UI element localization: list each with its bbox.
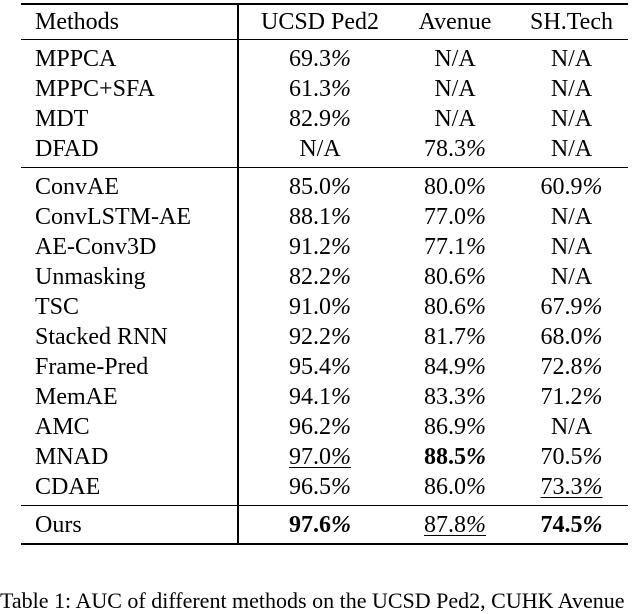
cell-ped2: N/A <box>299 136 341 162</box>
cell-shtech: N/A <box>515 40 628 75</box>
cell-ped2: 91.2% <box>289 234 351 260</box>
cell-shtech-second-best: 73.3% <box>540 474 603 500</box>
results-table-container <box>21 3 628 545</box>
cell-avenue: 80.0% <box>395 168 515 203</box>
table-row <box>21 202 628 232</box>
cell-ped2: 82.2% <box>289 264 351 290</box>
table-row <box>21 412 628 442</box>
cell-avenue: 77.1% <box>424 234 486 260</box>
column-separator <box>233 134 245 168</box>
cell-shtech-best: 74.5% <box>515 506 628 545</box>
cell-ped2-best: 97.6% <box>245 506 395 545</box>
cell-ped2: 96.2% <box>289 414 351 440</box>
cell-ped2: 85.0% <box>245 168 395 203</box>
column-separator <box>233 74 245 104</box>
method-name: Stacked RNN <box>35 324 168 350</box>
table-group-deep <box>21 168 628 506</box>
auc-results-table <box>21 3 628 545</box>
table-row <box>21 292 628 322</box>
cell-ped2: 61.3% <box>289 76 351 102</box>
cell-ped2: 69.3% <box>245 40 395 75</box>
method-name: MemAE <box>35 384 118 410</box>
table-row <box>21 472 628 506</box>
column-separator <box>233 322 245 352</box>
table-row <box>21 442 628 472</box>
cell-avenue-second-best: 87.8% <box>395 506 515 545</box>
cell-avenue: 78.3% <box>424 136 486 162</box>
cell-avenue: N/A <box>434 76 476 102</box>
cell-ped2: 82.9% <box>289 106 351 132</box>
method-name: AE-Conv3D <box>35 234 157 260</box>
cell-ped2: 96.5% <box>289 474 351 500</box>
cell-shtech: N/A <box>550 414 593 440</box>
method-name: ConvLSTM-AE <box>35 204 191 230</box>
cell-ped2: 92.2% <box>289 324 351 350</box>
cell-shtech: 72.8% <box>540 354 603 380</box>
header-shanghaitech: SH.Tech <box>515 4 628 40</box>
cell-shtech: N/A <box>550 76 593 102</box>
method-name: AMC <box>35 414 90 440</box>
table-row <box>21 134 628 168</box>
cell-avenue: N/A <box>434 106 476 132</box>
table-row <box>21 232 628 262</box>
table-row <box>21 104 628 134</box>
cell-shtech: 67.9% <box>540 294 603 320</box>
cell-shtech: 71.2% <box>540 384 603 410</box>
column-separator <box>233 412 245 442</box>
method-name: ConvAE <box>21 168 233 203</box>
method-name: Unmasking <box>35 264 146 290</box>
table-row <box>21 168 628 203</box>
table-row <box>21 262 628 292</box>
cell-avenue: 80.6% <box>424 264 486 290</box>
column-separator <box>233 232 245 262</box>
method-name: MDT <box>35 106 89 132</box>
cell-avenue-best: 88.5% <box>424 444 486 470</box>
cell-shtech: N/A <box>550 204 593 230</box>
table-row <box>21 74 628 104</box>
table-row <box>21 352 628 382</box>
method-name: MPPC+SFA <box>35 76 155 102</box>
method-name: DFAD <box>35 136 99 162</box>
table-group-ours <box>21 506 628 545</box>
cell-avenue: 83.3% <box>424 384 486 410</box>
cell-avenue: 81.7% <box>424 324 486 350</box>
cell-avenue: 77.0% <box>424 204 486 230</box>
cell-shtech: N/A <box>550 106 593 132</box>
header-methods: Methods <box>21 4 233 40</box>
column-separator <box>233 202 245 232</box>
cell-avenue: 80.6% <box>424 294 486 320</box>
cell-shtech: 60.9% <box>515 168 628 203</box>
method-name: MNAD <box>35 444 109 470</box>
cell-avenue: 84.9% <box>424 354 486 380</box>
cell-ped2-second-best: 97.0% <box>289 444 351 470</box>
cell-ped2: 95.4% <box>289 354 351 380</box>
cell-ped2: 91.0% <box>289 294 351 320</box>
column-separator <box>233 168 245 203</box>
method-name: Frame-Pred <box>35 354 149 380</box>
header-ucsd-ped2: UCSD Ped2 <box>245 4 395 40</box>
header-avenue: Avenue <box>395 4 515 40</box>
cell-avenue: 86.0% <box>424 474 486 500</box>
table-header-row <box>21 4 628 40</box>
cell-shtech: N/A <box>550 234 593 260</box>
column-separator <box>233 472 245 506</box>
table-row <box>21 40 628 75</box>
column-separator <box>233 506 245 545</box>
column-separator <box>233 40 245 75</box>
cell-ped2: 88.1% <box>289 204 351 230</box>
column-separator <box>233 4 245 40</box>
column-separator <box>233 262 245 292</box>
method-name: MPPCA <box>21 40 233 75</box>
table-row <box>21 322 628 352</box>
table-group-traditional <box>21 40 628 168</box>
method-name: Ours <box>21 506 233 545</box>
cell-ped2: 94.1% <box>289 384 351 410</box>
cell-shtech: N/A <box>550 264 593 290</box>
cell-shtech: 68.0% <box>540 324 603 350</box>
method-name: CDAE <box>35 474 101 500</box>
column-separator <box>233 292 245 322</box>
column-separator <box>233 382 245 412</box>
method-name: TSC <box>35 294 80 320</box>
cell-shtech: 70.5% <box>540 444 603 470</box>
column-separator <box>233 352 245 382</box>
cell-avenue: N/A <box>395 40 515 75</box>
column-separator <box>233 104 245 134</box>
cell-avenue: 86.9% <box>424 414 486 440</box>
table-caption: Table 1: AUC of different methods on the UCSD Ped2, CUHK Avenue <box>0 588 625 613</box>
table-row-ours <box>21 506 628 545</box>
table-row <box>21 382 628 412</box>
cell-shtech: N/A <box>550 136 593 162</box>
column-separator <box>233 442 245 472</box>
